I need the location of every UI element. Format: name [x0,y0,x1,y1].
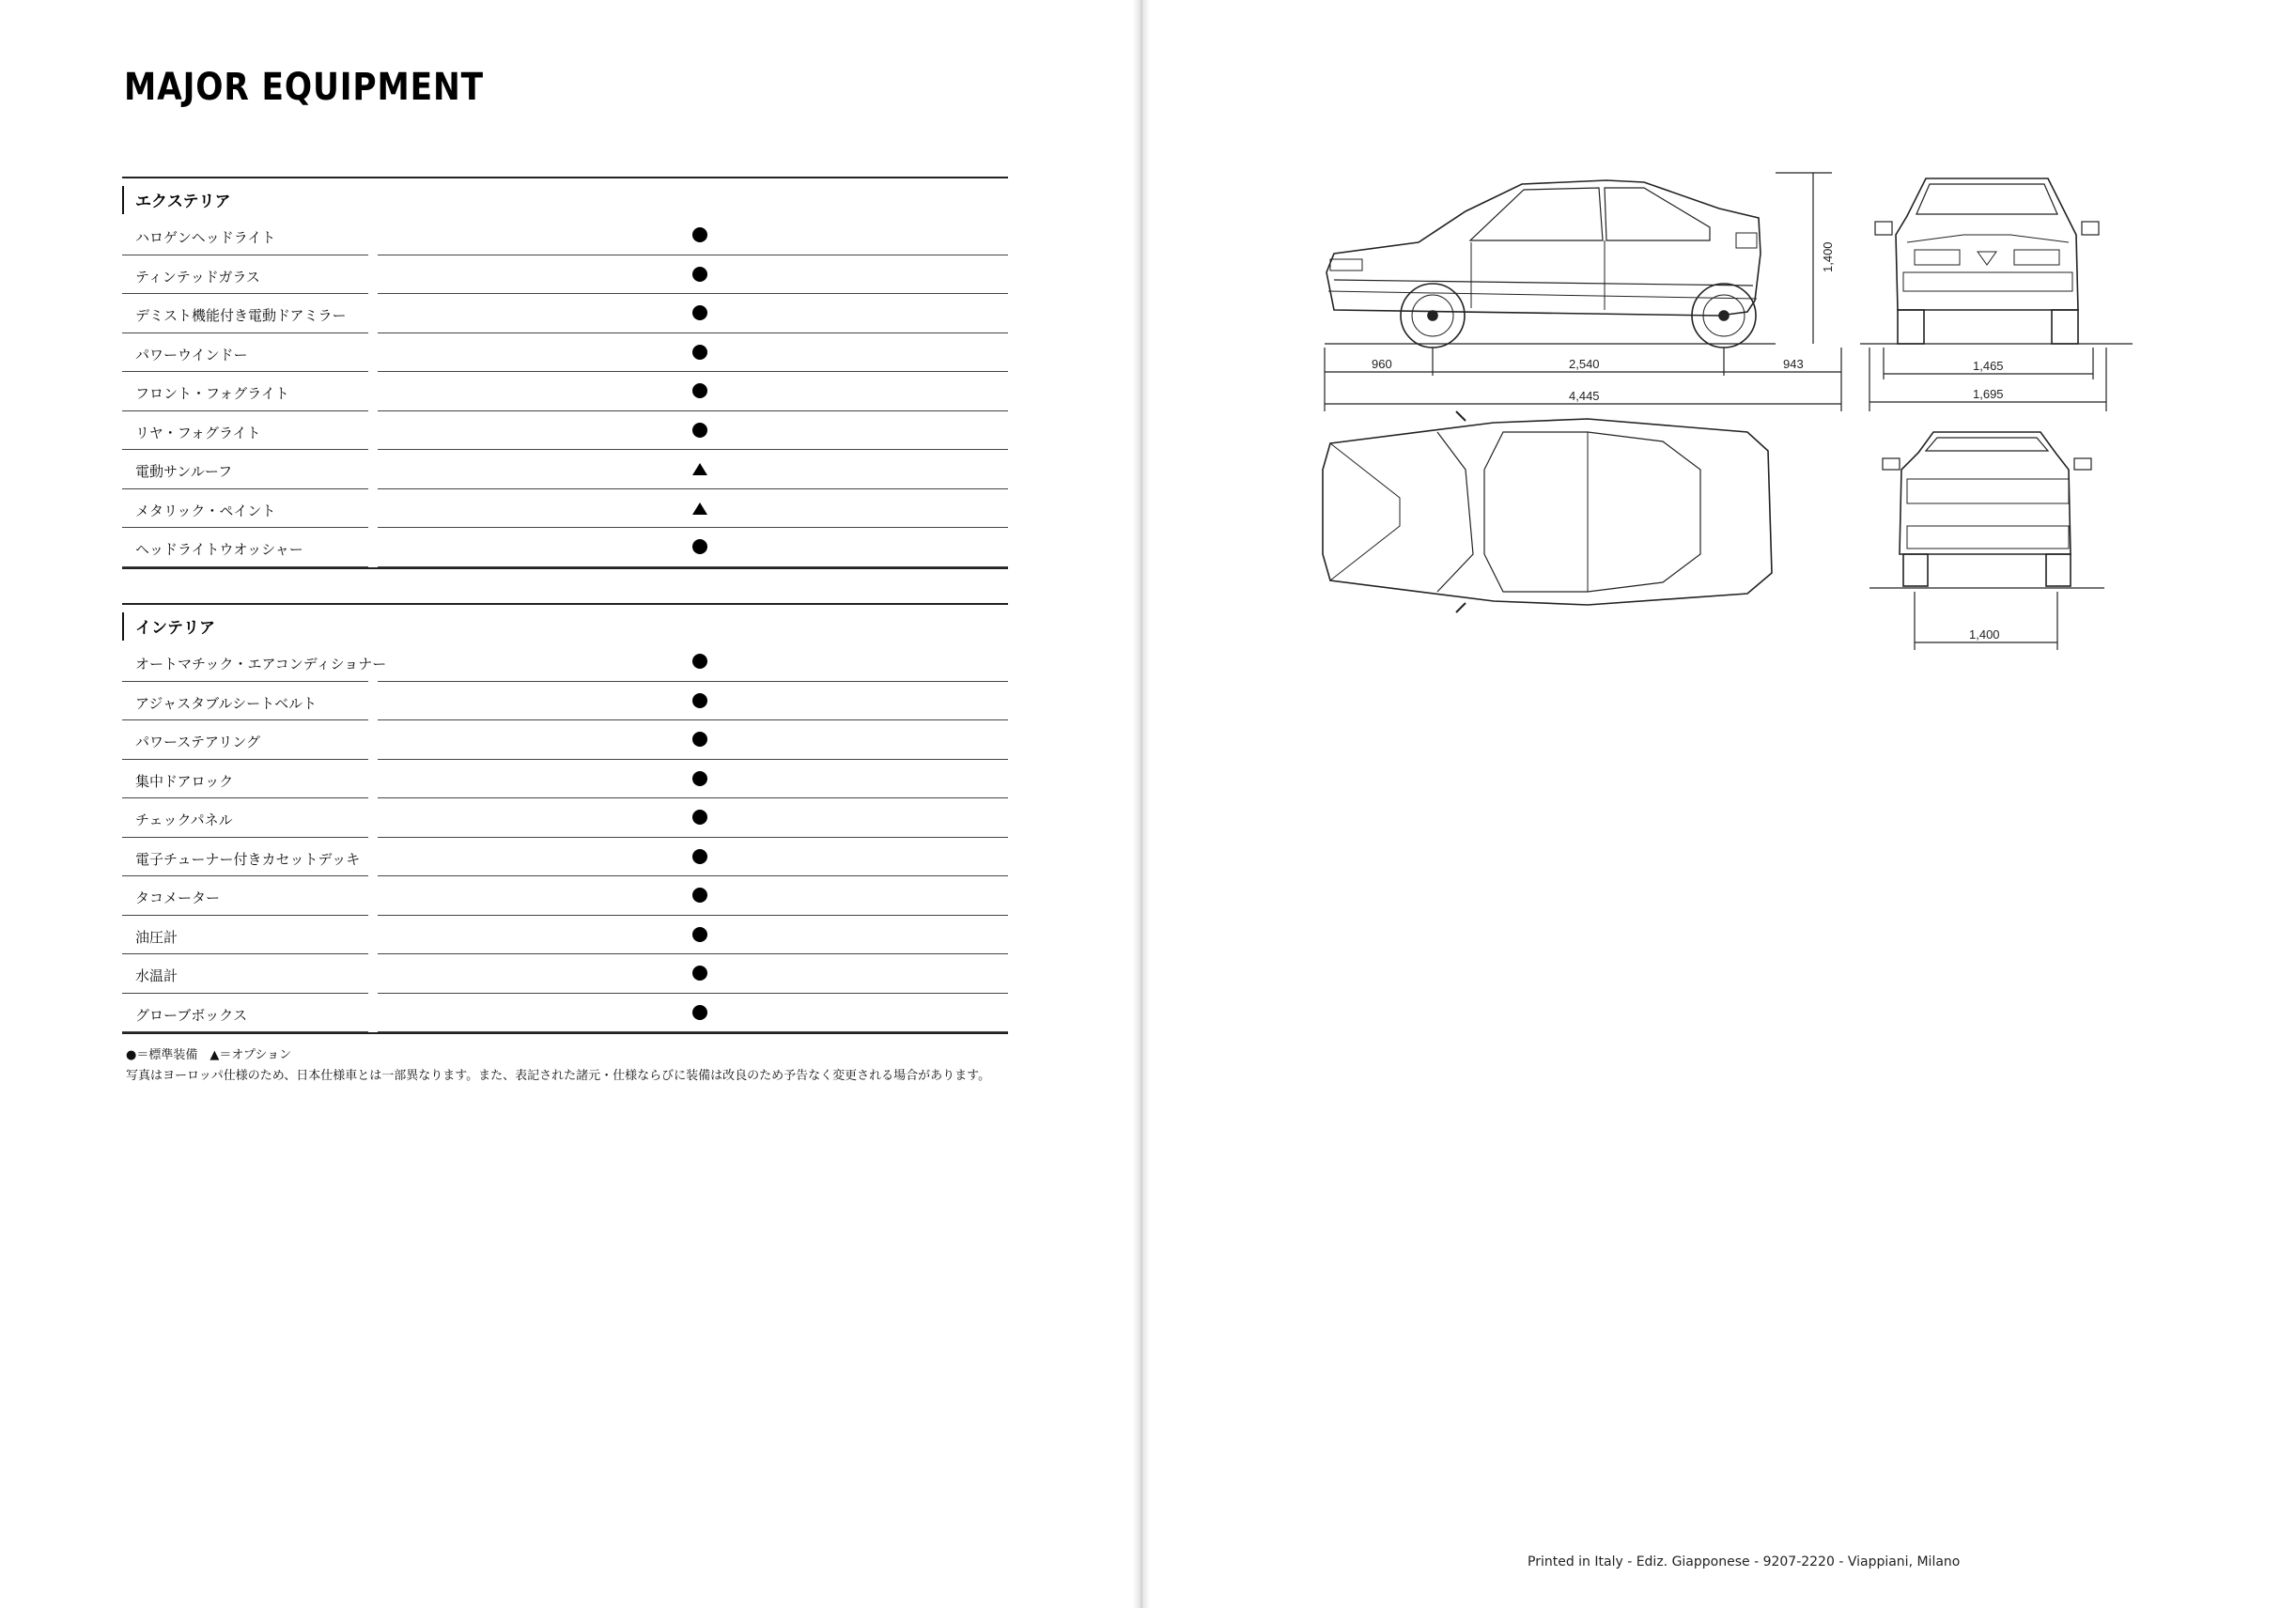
dim-height: 1,400 [1821,241,1835,272]
standard-dot-icon [692,849,707,864]
dim-rear-track: 1,400 [1969,627,2000,642]
exterior-section [122,177,1008,569]
equipment-name: ティンテッドガラス [135,268,260,286]
front-dimension-lines [1869,348,2106,411]
standard-dot-icon [692,966,707,981]
equipment-row [122,916,1008,955]
standard-dot-icon [692,539,707,554]
standard-dot-icon [692,771,707,786]
equipment-row [122,333,1008,373]
equipment-name: 油圧計 [135,928,178,946]
equipment-name: パワーウインドー [135,346,248,363]
equipment-row [122,528,1008,567]
equipment-name: 電動サンルーフ [135,463,233,480]
equipment-name: オートマチック・エアコンディショナー [135,656,387,673]
dim-wheelbase: 2,540 [1569,357,1600,371]
standard-dot-icon [692,423,707,438]
equipment-name: リヤ・フォグライト [135,424,261,441]
standard-dot-icon [692,654,707,669]
legend: ●＝標準装備 ▲＝オプション [126,1048,292,1062]
equipment-name: 電子チューナー付きカセットデッキ [135,850,361,868]
equipment-row [122,682,1008,721]
equipment-row [122,489,1008,529]
book-gutter [1133,0,1150,1608]
dim-front-overhang: 960 [1372,357,1392,371]
exterior-heading-row [122,177,1008,216]
car-dimension-drawings [1306,160,2151,667]
equipment-name: アジャスタブルシートベルト [135,694,318,712]
interior-rows [122,642,1008,1032]
standard-dot-icon [692,1005,707,1020]
interior-heading-row [122,603,1008,642]
equipment-name: ヘッドライトウオッシャー [135,541,303,558]
standard-dot-icon [692,227,707,242]
equipment-name: 水温計 [135,967,178,984]
dim-rear-overhang: 943 [1783,357,1804,371]
equipment-row [122,994,1008,1033]
footnote: 写真はヨーロッパ仕様のため、日本仕様車とは一部異なります。また、表記された諸元・仕様ならびに装備は改良のため予告なく変更される場合があります。 [126,1069,991,1083]
equipment-name: メタリック・ペイント [135,502,276,519]
equipment-row [122,450,1008,489]
dim-front-track: 1,465 [1973,359,2004,373]
equipment-row [122,216,1008,255]
standard-dot-icon [692,693,707,708]
front-view-drawing [1860,178,2133,344]
equipment-row [122,294,1008,333]
equipment-row [122,798,1008,838]
exterior-heading: エクステリア [135,193,231,211]
equipment-name: ハロゲンヘッドライト [135,229,276,246]
standard-dot-icon [692,345,707,360]
dim-width: 1,695 [1973,387,2004,401]
standard-dot-icon [692,888,707,903]
equipment-name: タコメーター [135,889,221,906]
exterior-rows [122,216,1008,567]
standard-dot-icon [692,927,707,942]
standard-dot-icon [692,810,707,825]
equipment-row [122,720,1008,760]
equipment-name: グローブボックス [135,1006,248,1024]
equipment-name: デミスト機能付き電動ドアミラー [135,307,347,324]
equipment-row [122,411,1008,451]
equipment-name: フロント・フォグライト [135,385,289,402]
standard-dot-icon [692,383,707,398]
equipment-row [122,838,1008,877]
equipment-name: パワーステアリング [135,734,261,750]
equipment-row [122,954,1008,994]
equipment-row [122,876,1008,916]
standard-dot-icon [692,732,707,747]
page-title: MAJOR EQUIPMENT [124,66,484,109]
equipment-row [122,760,1008,799]
equipment-name: 集中ドアロック [135,772,234,790]
top-view-drawing [1323,411,1772,612]
equipment-row [122,642,1008,682]
option-triangle-icon [692,463,707,475]
rear-view-drawing [1869,432,2104,588]
equipment-row [122,372,1008,411]
equipment-name: チェックパネル [135,812,233,828]
side-view-drawing [1325,180,1776,348]
dim-length: 4,445 [1569,389,1600,403]
interior-heading: インテリア [135,619,215,638]
standard-dot-icon [692,305,707,320]
option-triangle-icon [692,502,707,515]
standard-dot-icon [692,267,707,282]
interior-section [122,603,1008,1034]
print-footer: Printed in Italy - Ediz. Giapponese - 9207-2220 - Viappiani, Milano [1528,1554,1961,1569]
equipment-row [122,255,1008,295]
